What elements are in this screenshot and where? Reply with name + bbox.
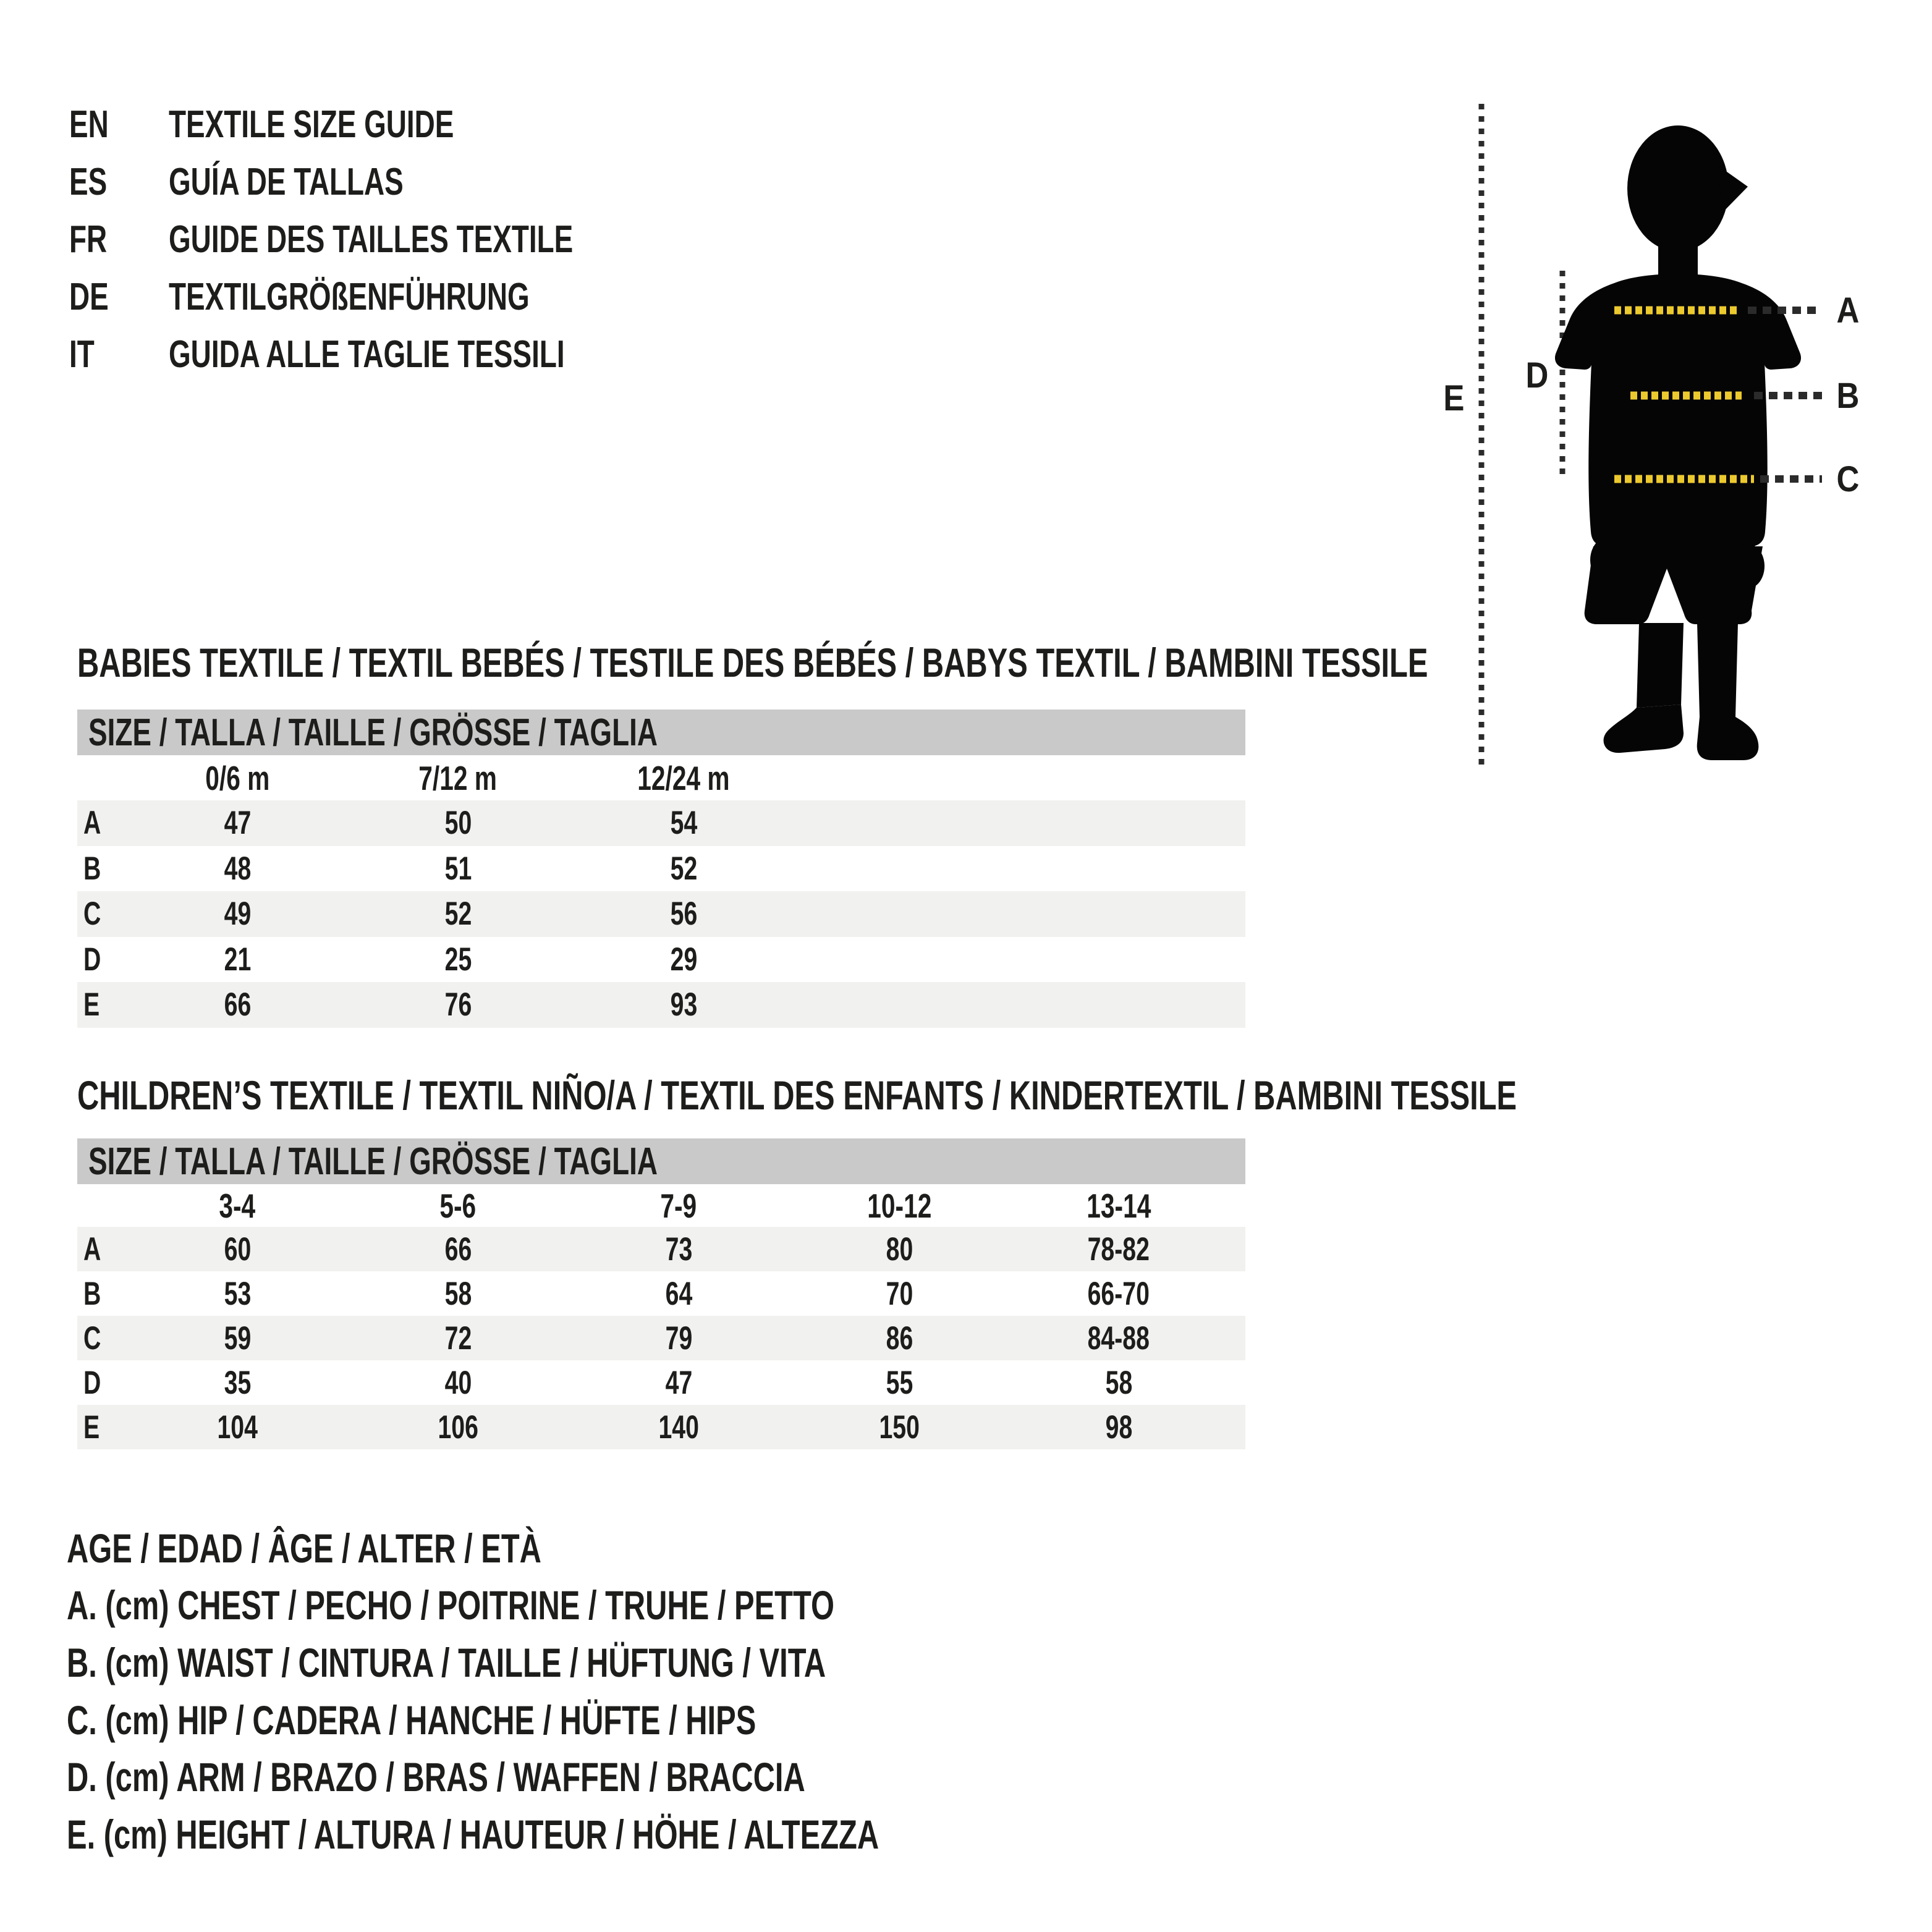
children-column-header-1-text: 3-4 [219, 1186, 256, 1225]
children-value-b-2-text: 58 [444, 1275, 472, 1312]
language-title-text: TEXTILGRÖßENFÜHRUNG [169, 276, 530, 318]
language-code-text: EN [69, 103, 109, 146]
language-code-text: ES [69, 161, 108, 203]
children-value-b-5 [1038, 1271, 1199, 1316]
babies-value-b-3-text: 52 [670, 850, 697, 887]
babies-value-b-2-text: 51 [444, 850, 472, 887]
children-value-c-2 [378, 1316, 538, 1360]
babies-value-e-2 [378, 982, 538, 1028]
row-label-text: E [83, 986, 100, 1023]
children-column-header-2-text: 5-6 [439, 1186, 477, 1225]
babies-value-c-1 [157, 891, 318, 937]
babies-size-header-bar: SIZE / TALLA / TAILLE / GRÖSSE / TAGLIA [77, 710, 1245, 755]
babies-value-c-3 [603, 891, 764, 937]
babies-value-c-2 [378, 891, 538, 937]
row-label-text: A [83, 805, 101, 842]
legend-item-a-text: A. (cm) CHEST / PECHO / POITRINE / TRUHE / PETTO [67, 1582, 834, 1628]
table-row-babies-d [77, 937, 1245, 983]
children-column-header-3-text: 7-9 [660, 1186, 697, 1225]
children-value-a-2 [378, 1227, 538, 1271]
row-label-d [83, 937, 107, 983]
language-title-es [169, 160, 486, 204]
language-title-text: GUÍA DE TALLAS [169, 161, 404, 203]
babies-size-table [77, 630, 1428, 1032]
children-value-d-2-text: 40 [444, 1364, 472, 1401]
row-label-text: C [83, 1320, 101, 1357]
children-value-d-4-text: 55 [886, 1364, 913, 1401]
babies-table-title: BABIES TEXTILE / TEXTIL BEBÉS / TESTILE DES BÉBÉS / BABYS TEXTIL / BAMBINI TESSILE [77, 640, 1428, 685]
language-title-en [169, 103, 554, 146]
legend-age-line: AGE / EDAD / ÂGE / ALTER / ETÀ [67, 1525, 541, 1571]
language-row-fr [69, 211, 715, 268]
table-row-babies-c [77, 891, 1245, 937]
language-title-fr [169, 218, 715, 261]
language-row-en [69, 96, 554, 153]
row-label-c [83, 1316, 107, 1360]
children-value-a-4 [819, 1227, 980, 1271]
language-code-text: FR [69, 218, 108, 261]
row-label-text: E [83, 1409, 100, 1446]
children-value-a-5-text: 78-82 [1087, 1231, 1150, 1268]
measure-label-chest: A [1836, 290, 1860, 331]
children-value-c-4 [819, 1316, 980, 1360]
babies-column-header-1-text: 0/6 m [205, 758, 270, 797]
babies-value-a-2 [378, 800, 538, 846]
children-value-b-2 [378, 1271, 538, 1316]
measure-label-waist: B [1836, 375, 1860, 416]
children-column-header-5 [1038, 1184, 1199, 1227]
children-value-e-3 [598, 1405, 759, 1449]
children-size-table [77, 1070, 1517, 1454]
children-value-e-4 [819, 1405, 980, 1449]
babies-value-b-1-text: 48 [224, 850, 251, 887]
children-value-b-1-text: 53 [224, 1275, 251, 1312]
legend-item-d-text: D. (cm) ARM / BRAZO / BRAS / WAFFEN / BRACCIA [67, 1754, 805, 1800]
legend-item-d [67, 1748, 1065, 1805]
row-label-e [83, 1405, 105, 1449]
babies-value-d-3-text: 29 [670, 941, 697, 978]
language-code-it [69, 333, 169, 376]
row-label-text: B [83, 850, 101, 887]
babies-value-d-1-text: 21 [224, 941, 251, 978]
language-title-text: GUIDE DES TAILLES TEXTILE [169, 218, 574, 261]
children-column-header-4 [819, 1184, 980, 1227]
language-title-list [0, 93, 1360, 389]
table-row-children-c [77, 1316, 1245, 1360]
legend-item-c [67, 1692, 998, 1748]
babies-column-header-3 [603, 755, 764, 800]
babies-value-c-2-text: 52 [444, 896, 472, 933]
babies-value-d-2 [378, 937, 538, 983]
babies-value-a-3 [603, 800, 764, 846]
children-value-e-1-text: 104 [217, 1409, 258, 1446]
measurement-legend [0, 1508, 1483, 1904]
row-label-text: D [83, 941, 101, 978]
children-value-e-2-text: 106 [438, 1409, 478, 1446]
babies-value-e-2-text: 76 [444, 986, 472, 1023]
babies-value-e-3-text: 93 [670, 986, 697, 1023]
children-value-a-4-text: 80 [886, 1231, 913, 1268]
children-value-e-4-text: 150 [879, 1409, 920, 1446]
children-value-e-1 [157, 1405, 318, 1449]
table-row-babies-e [77, 982, 1245, 1028]
row-label-b [83, 846, 107, 892]
children-value-c-3-text: 79 [665, 1320, 692, 1357]
babies-value-e-3 [603, 982, 764, 1028]
table-row-babies-a [77, 800, 1245, 846]
language-row-es [69, 153, 486, 211]
children-value-c-1 [157, 1316, 318, 1360]
children-value-b-3-text: 64 [665, 1275, 692, 1312]
children-value-c-2-text: 72 [444, 1320, 472, 1357]
children-value-a-1 [157, 1227, 318, 1271]
children-value-c-5 [1038, 1316, 1199, 1360]
babies-column-header-2-text: 7/12 m [418, 758, 498, 797]
babies-value-e-1-text: 66 [224, 986, 251, 1023]
table-row-children-a [77, 1227, 1245, 1271]
table-row-children-b [77, 1271, 1245, 1316]
measure-label-hip: C [1836, 459, 1860, 499]
legend-item-b [67, 1634, 1093, 1691]
row-label-a [83, 1227, 107, 1271]
children-value-b-4-text: 70 [886, 1275, 913, 1312]
children-value-a-5 [1038, 1227, 1199, 1271]
children-value-a-2-text: 66 [444, 1231, 472, 1268]
row-label-e [83, 982, 105, 1028]
babies-value-d-3 [603, 937, 764, 983]
children-value-d-3-text: 47 [665, 1364, 692, 1401]
children-value-c-1-text: 59 [224, 1320, 251, 1357]
children-value-d-5-text: 58 [1105, 1364, 1132, 1401]
children-value-a-3-text: 73 [665, 1231, 692, 1268]
babies-value-e-1 [157, 982, 318, 1028]
children-column-header-4-text: 10-12 [866, 1186, 932, 1225]
measure-label-height: E [1443, 378, 1465, 418]
children-table-title: CHILDREN’S TEXTILE / TEXTIL NIÑO/A / TEXTIL DES ENFANTS / KINDERTEXTIL / BAMBINI TESSILE [77, 1072, 1517, 1118]
children-column-header-2 [378, 1184, 538, 1227]
children-value-e-5 [1038, 1405, 1199, 1449]
table-row-children-d [77, 1360, 1245, 1405]
row-label-text: D [83, 1364, 101, 1401]
children-value-a-1-text: 60 [224, 1231, 251, 1268]
row-label-d [83, 1360, 107, 1405]
children-value-e-2 [378, 1405, 538, 1449]
language-title-text: TEXTILE SIZE GUIDE [169, 103, 454, 146]
babies-value-c-3-text: 56 [670, 896, 697, 933]
row-label-a [83, 800, 107, 846]
babies-column-header-3-text: 12/24 m [637, 758, 730, 797]
babies-value-b-1 [157, 846, 318, 892]
children-value-d-1-text: 35 [224, 1364, 251, 1401]
children-value-c-4-text: 86 [886, 1320, 913, 1357]
children-value-e-3-text: 140 [658, 1409, 699, 1446]
row-label-b [83, 1271, 107, 1316]
table-row-children-e [77, 1405, 1245, 1449]
legend-item-c-text: C. (cm) HIP / CADERA / HANCHE / HÜFTE / HIPS [67, 1697, 756, 1743]
language-code-de [69, 275, 169, 319]
language-code-text: IT [69, 333, 95, 376]
row-label-c [83, 891, 107, 937]
language-code-en [69, 103, 169, 146]
legend-item-b-text: B. (cm) WAIST / CINTURA / TAILLE / HÜFTUNG / VITA [67, 1639, 826, 1685]
legend-item-a [67, 1577, 1104, 1633]
children-column-header-5-text: 13-14 [1086, 1186, 1151, 1225]
children-column-header-3 [598, 1184, 759, 1227]
language-title-de [169, 275, 656, 319]
babies-value-d-1 [157, 937, 318, 983]
children-value-c-3 [598, 1316, 759, 1360]
babies-value-a-1 [157, 800, 318, 846]
children-value-e-5-text: 98 [1105, 1409, 1132, 1446]
babies-value-a-2-text: 50 [444, 805, 472, 842]
measure-label-arm: D [1525, 355, 1549, 396]
children-value-d-4 [819, 1360, 980, 1405]
legend-item-e [67, 1806, 1164, 1863]
language-code-es [69, 160, 169, 204]
row-label-text: A [83, 1231, 101, 1268]
children-value-c-5-text: 84-88 [1087, 1320, 1150, 1357]
language-code-fr [69, 218, 169, 261]
children-value-a-3 [598, 1227, 759, 1271]
babies-value-a-3-text: 54 [670, 805, 697, 842]
children-value-b-3 [598, 1271, 759, 1316]
babies-column-header-row [77, 755, 1245, 800]
table-row-babies-b [77, 846, 1245, 892]
babies-value-b-3 [603, 846, 764, 892]
language-title-it [169, 333, 704, 376]
babies-value-b-2 [378, 846, 538, 892]
children-value-b-5-text: 66-70 [1087, 1275, 1150, 1312]
children-value-d-2 [378, 1360, 538, 1405]
children-column-header-1 [157, 1184, 318, 1227]
children-value-b-1 [157, 1271, 318, 1316]
children-size-header-bar: SIZE / TALLA / TAILLE / GRÖSSE / TAGLIA [77, 1138, 1245, 1184]
babies-value-c-1-text: 49 [224, 896, 251, 933]
language-title-text: GUIDA ALLE TAGLIE TESSILI [169, 333, 565, 376]
babies-column-header-2 [378, 755, 538, 800]
language-row-it [69, 326, 704, 383]
row-label-text: B [83, 1275, 101, 1312]
legend-item-e-text: E. (cm) HEIGHT / ALTURA / HAUTEUR / HÖHE / ALTEZZA [67, 1811, 879, 1858]
babies-column-header-1 [157, 755, 318, 800]
children-value-d-5 [1038, 1360, 1199, 1405]
babies-value-a-1-text: 47 [224, 805, 251, 842]
children-value-d-3 [598, 1360, 759, 1405]
children-value-b-4 [819, 1271, 980, 1316]
children-column-header-row [77, 1184, 1245, 1227]
language-row-de [69, 268, 656, 326]
babies-value-d-2-text: 25 [444, 941, 472, 978]
language-code-text: DE [69, 276, 109, 318]
children-value-d-1 [157, 1360, 318, 1405]
row-label-text: C [83, 896, 101, 933]
